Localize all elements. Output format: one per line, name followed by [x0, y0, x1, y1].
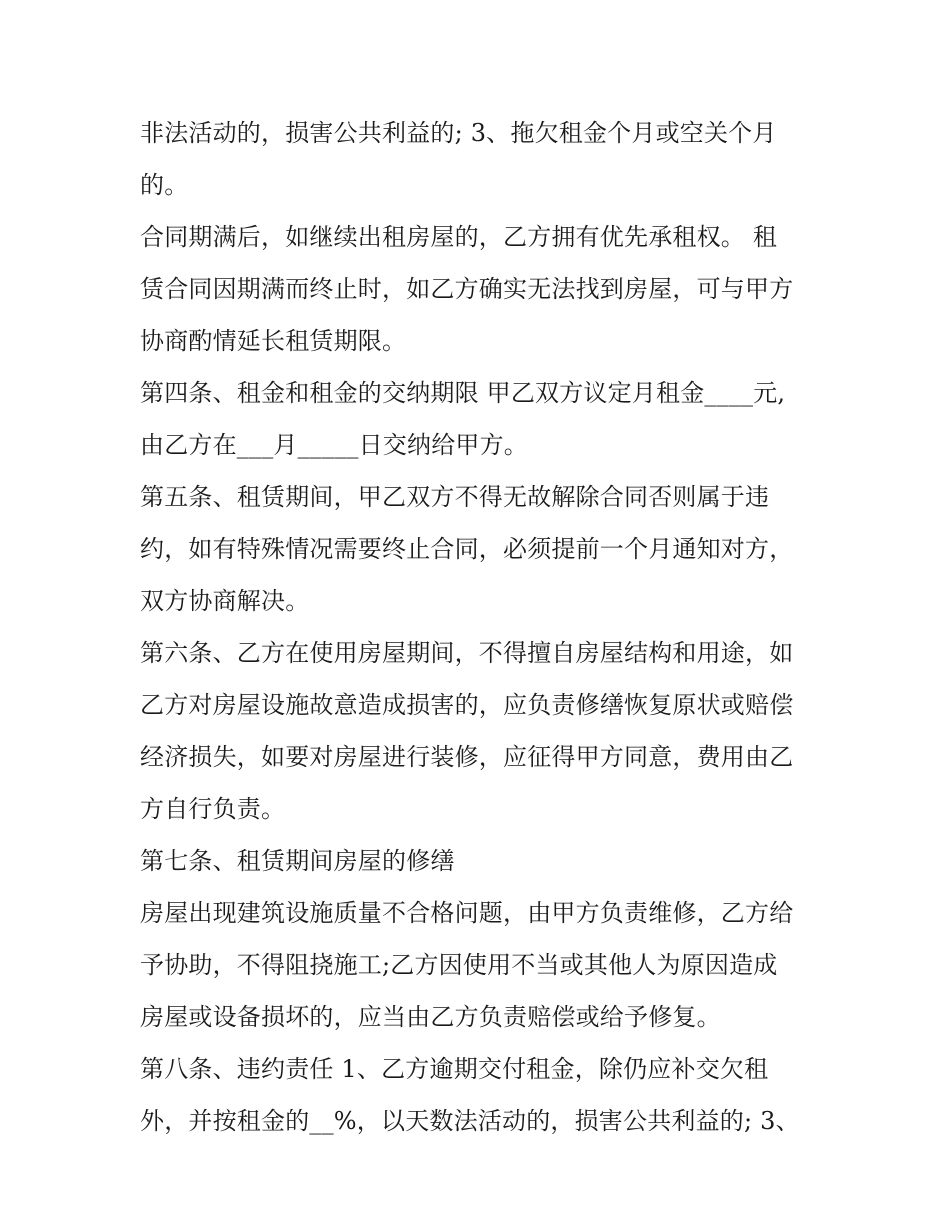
text-line: 第七条、租赁期间房屋的修缮	[140, 847, 455, 875]
text-line: 房屋出现建筑设施质量不合格问题，由甲方负责维修，乙方给	[140, 899, 794, 927]
text-line: 房屋或设备损坏的，应当由乙方负责赔偿或给予修复。	[140, 1003, 721, 1031]
text-line: 由乙方在___月_____日交纳给甲方。	[140, 431, 528, 459]
text-line: 外，并按租金的__%，以天数法活动的，损害公共利益的; 3、	[140, 1107, 800, 1135]
text-line: 第四条、租金和租金的交纳期限 甲乙双方议定月租金____元,	[140, 379, 786, 407]
text-line: 非法活动的，损害公共利益的; 3、拖欠租金个月或空关个月	[140, 119, 777, 147]
text-line: 赁合同因期满而终止时，如乙方确实无法找到房屋，可与甲方	[140, 275, 794, 303]
text-line: 协商酌情延长租赁期限。	[140, 327, 407, 355]
text-line: 的。	[140, 171, 189, 199]
text-line: 双方协商解决。	[140, 587, 310, 615]
text-line: 经济损失，如要对房屋进行装修，应征得甲方同意，费用由乙	[140, 743, 794, 771]
text-line: 方自行负责。	[140, 795, 286, 823]
text-line: 约，如有特殊情况需要终止合同，必须提前一个月通知对方，	[140, 535, 794, 563]
text-line: 予协助，不得阻挠施工;乙方因使用不当或其他人为原因造成	[140, 951, 778, 979]
text-line: 第六条、乙方在使用房屋期间，不得擅自房屋结构和用途，如	[140, 639, 794, 667]
document-body	[140, 107, 820, 1147]
text-line: 第五条、租赁期间，甲乙双方不得无故解除合同否则属于违	[140, 483, 770, 511]
text-line: 第八条、违约责任 1、乙方逾期交付租金，除仍应补交欠租	[140, 1055, 769, 1083]
text-line: 合同期满后，如继续出租房屋的，乙方拥有优先承租权。 租	[140, 223, 778, 251]
text-line: 乙方对房屋设施故意造成损害的，应负责修缮恢复原状或赔偿	[140, 691, 794, 719]
